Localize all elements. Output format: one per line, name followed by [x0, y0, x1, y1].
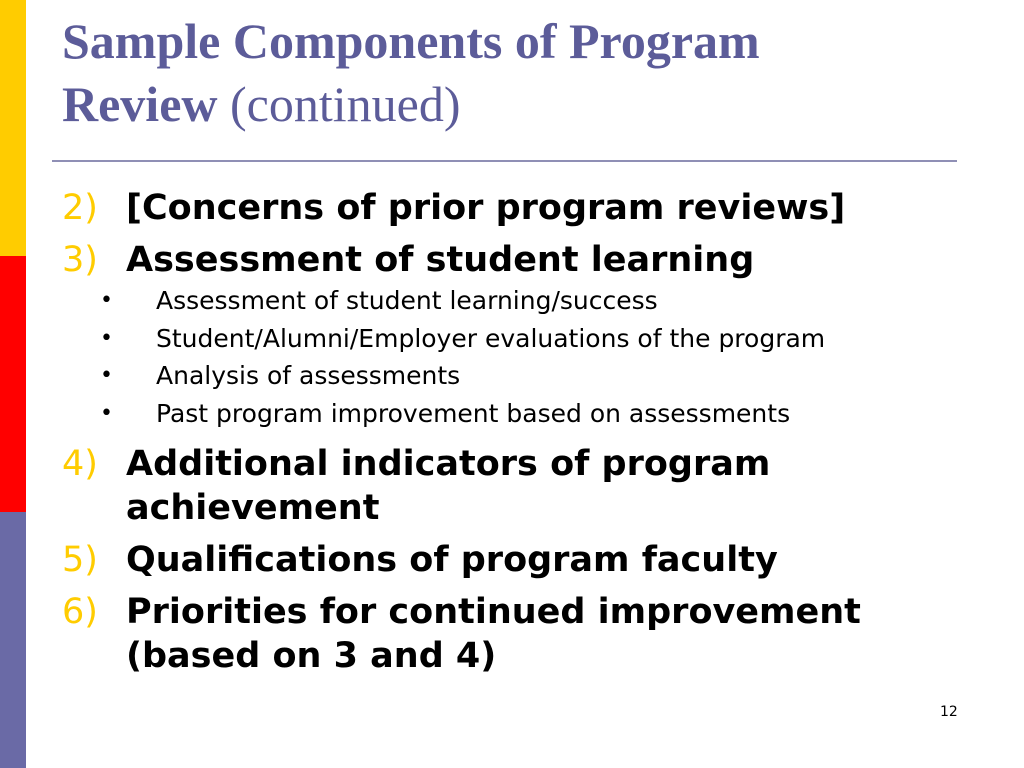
slide-content — [62, 186, 982, 678]
sub-bullet-text: Past program improvement based on assessments — [156, 398, 791, 428]
list-number: 5) — [62, 540, 98, 580]
list-item-text: Additional indicators of program achievement — [126, 444, 771, 528]
list-item-2 — [62, 186, 982, 230]
list-item-3 — [62, 238, 982, 282]
sub-bullet-list — [62, 282, 982, 432]
sub-bullet-text: Assessment of student learning/success — [156, 286, 658, 315]
sub-bullet-text: Analysis of assessments — [156, 361, 461, 390]
list-number: 6) — [62, 592, 98, 632]
side-bar-yellow — [0, 0, 26, 256]
title-line-2-bold: Review — [62, 76, 218, 132]
list-item-5 — [62, 538, 982, 582]
sub-bullet-item — [62, 320, 982, 358]
bullet-icon: • — [100, 363, 113, 388]
title-divider — [52, 160, 957, 162]
sub-bullet-text: Student/Alumni/Employer evaluations of the program — [156, 323, 826, 353]
side-bar-blue — [0, 512, 26, 768]
sub-bullet-item — [62, 357, 982, 395]
slide-title — [62, 10, 962, 136]
list-number: 4) — [62, 444, 98, 484]
side-bar-red — [0, 256, 26, 512]
title-line-1: Sample Components of Program — [62, 13, 760, 69]
list-item-text: Qualifications of program faculty — [126, 540, 778, 580]
title-line-2-normal: (continued) — [230, 76, 461, 132]
bullet-icon: • — [100, 400, 113, 426]
list-item-6 — [62, 590, 982, 678]
list-item-text: Priorities for continued improvement (based on 3 and 4) — [126, 592, 861, 676]
list-number: 3) — [62, 240, 98, 280]
list-item-text: [Concerns of prior program reviews] — [126, 188, 846, 228]
bullet-icon: • — [100, 325, 113, 351]
list-number: 2) — [62, 188, 98, 228]
list-item-4 — [62, 442, 982, 530]
page-number: 12 — [940, 704, 958, 720]
sub-bullet-item — [62, 282, 982, 320]
bullet-icon: • — [100, 288, 113, 313]
list-item-text: Assessment of student learning — [126, 240, 755, 280]
sub-bullet-item — [62, 395, 982, 433]
